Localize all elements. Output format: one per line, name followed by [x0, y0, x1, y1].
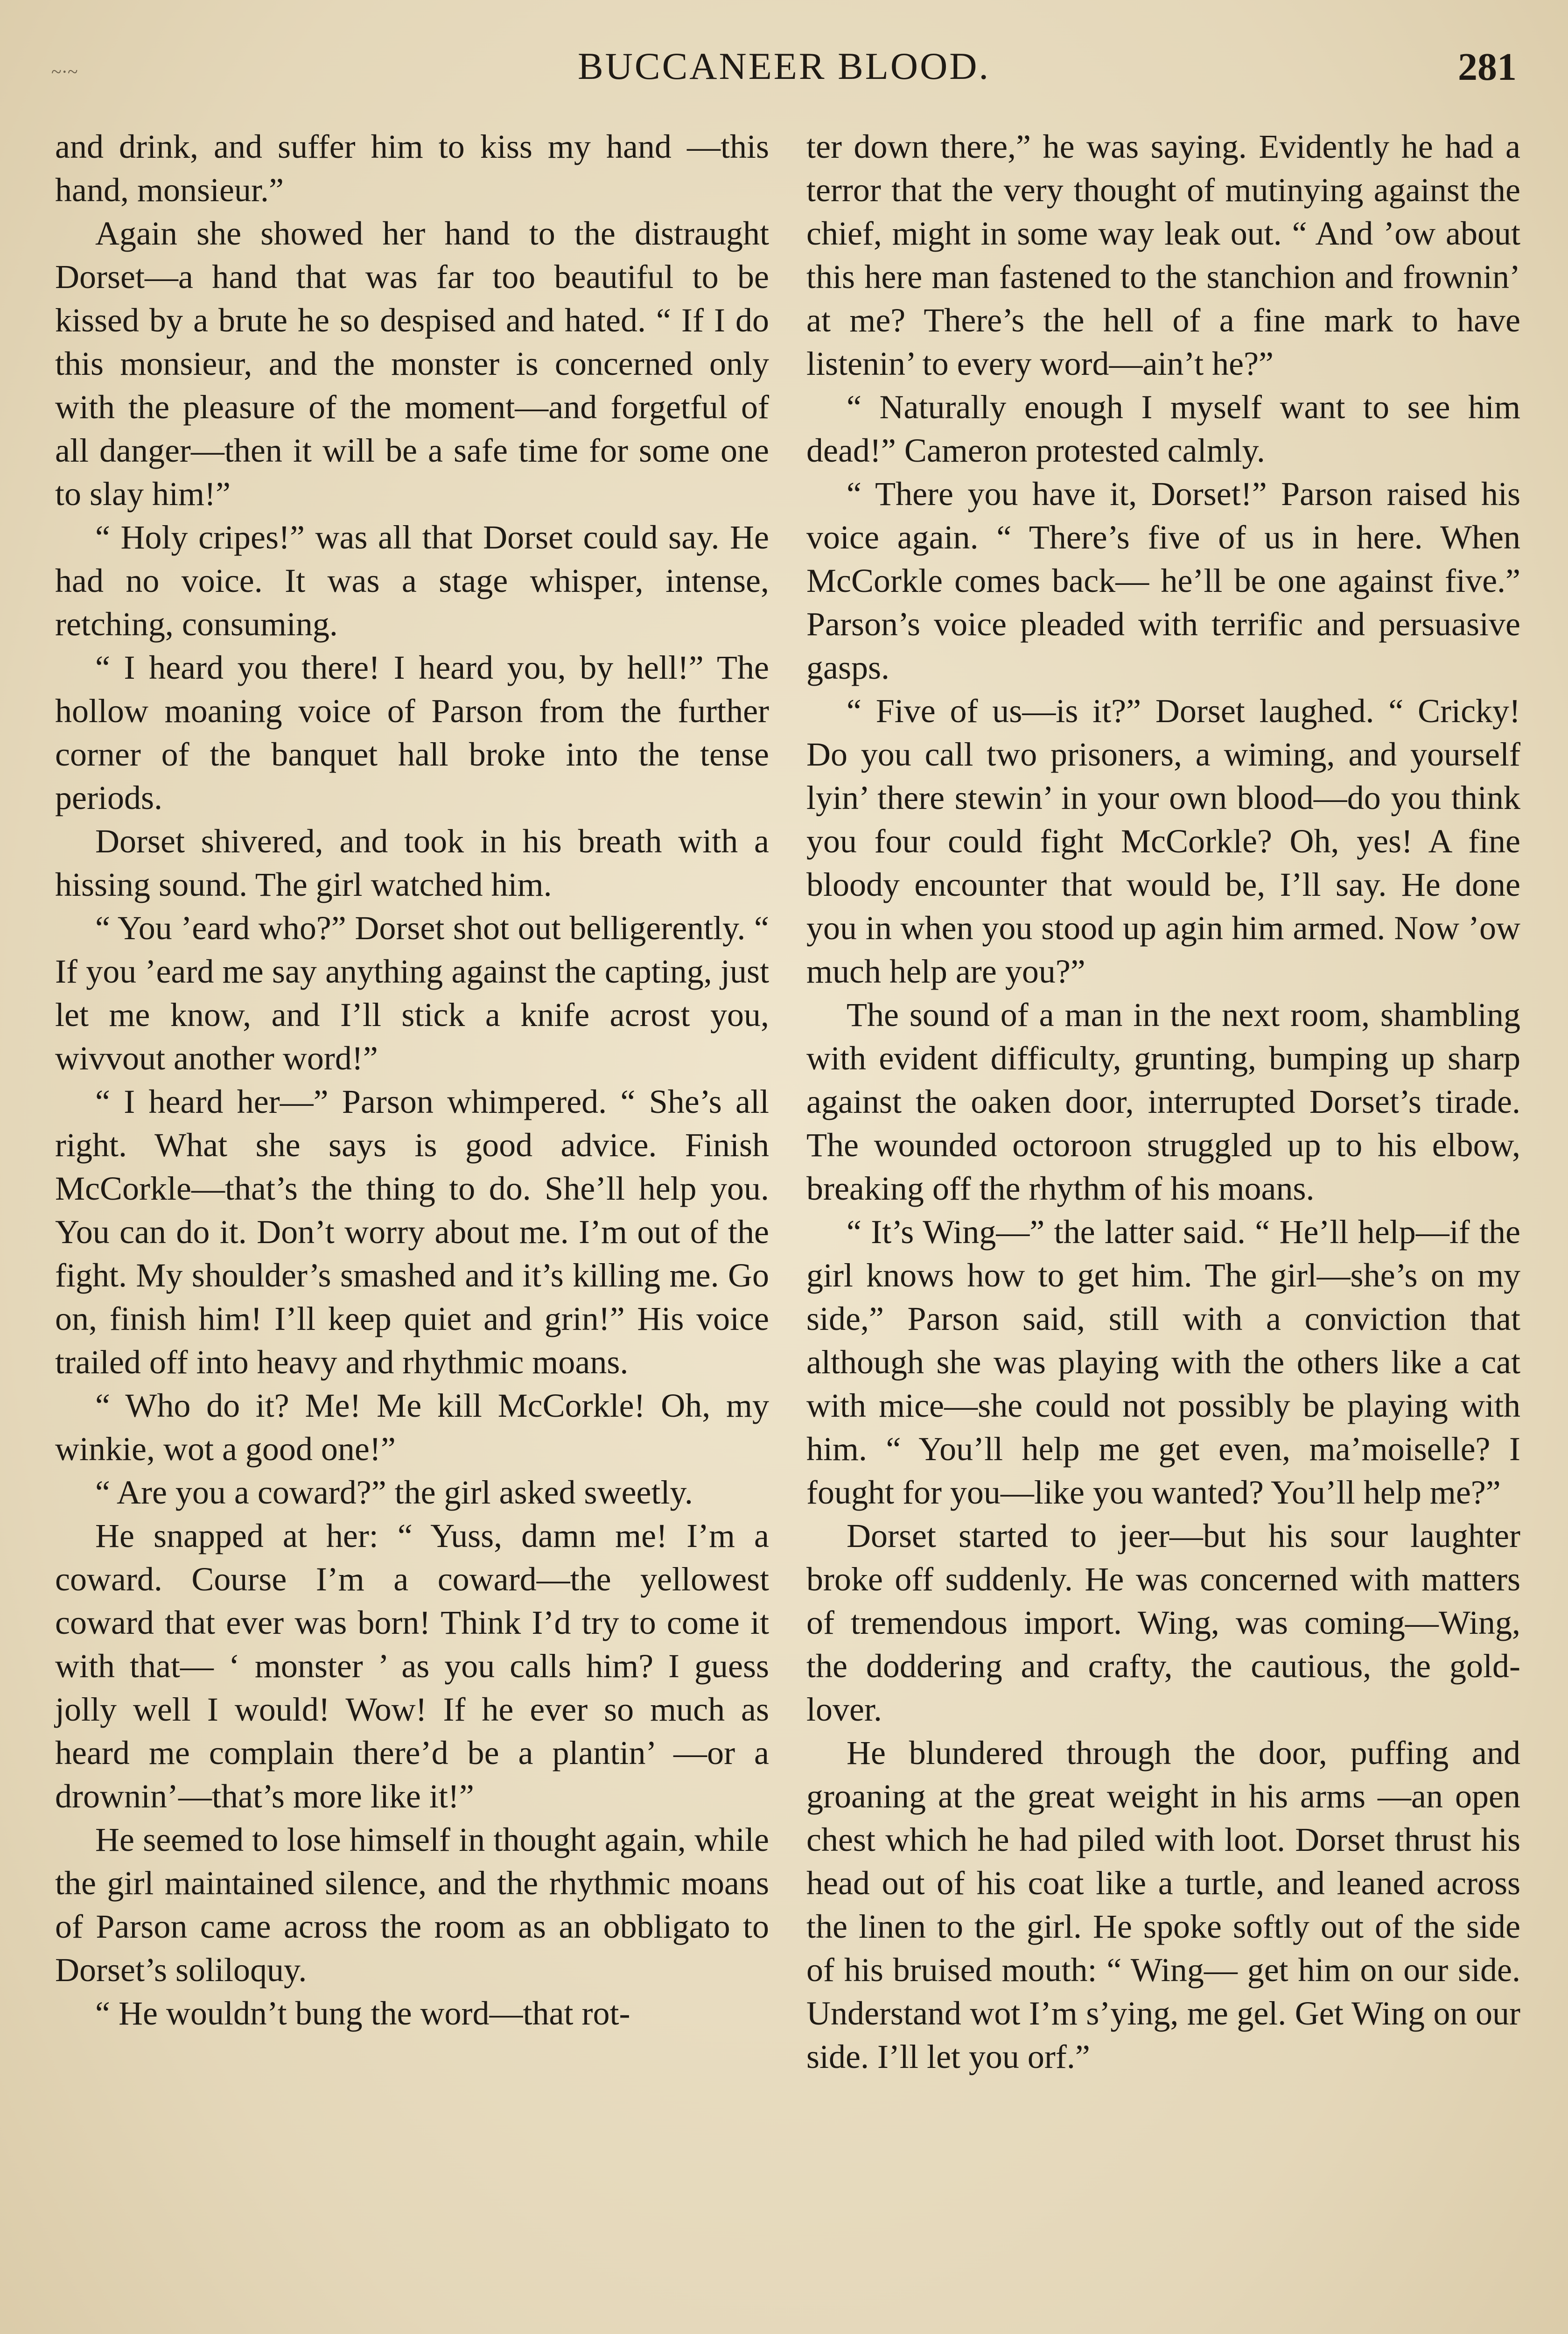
story-paragraph: “ Holy cripes!” was all that Dorset could say. He had no voice. It was a stage whisper, intense, retching, consuming. [55, 519, 769, 643]
story-paragraph: “ It’s Wing—” the latter said. “ He’ll help—if the girl knows how to get him. The girl—she’s on my side,” Parson said, still with a conviction that although she was playing with the others like a cat with mice—she could not possibly be playing with him. “ You’ll help me get even, ma’moiselle? I fought for you—like you wanted? You’ll help me?” [806, 1213, 1520, 1511]
story-paragraph: Dorset shivered, and took in his breath with a hissing sound. The girl watched him. [55, 823, 769, 903]
story-paragraph: He snapped at her: “ Yuss, damn me! I’m a coward. Course I’m a coward—the yellowest coward that ever was born! Think I’d try to come it with that— ‘ monster ’ as you calls him? I guess jolly well I would! Wow! If he ever so much as heard me complain there’d be a plantin’ —or a drownin’—that’s more like it!” [55, 1517, 769, 1815]
story-paragraph: “ Are you a coward?” the girl asked sweetly. [95, 1474, 693, 1511]
right-text-column [806, 125, 1520, 2079]
story-paragraph: “ Naturally enough I myself want to see him dead!” Cameron protested calmly. [806, 388, 1520, 469]
corner-ornament: ~·~ [51, 61, 78, 82]
story-paragraph: He blundered through the door, puffing and groaning at the great weight in his arms —an open chest which he had piled with loot. Dorset thrust his head out of his coat like a turtle, and leaned across the linen to the girl. He spoke softly out of the side of his bruised mouth: “ Wing— get him on our side. Understand wot I’m s’ying, me gel. Get Wing on our side. I’ll let you orf.” [806, 1734, 1520, 2075]
story-paragraph: Again she showed her hand to the distraught Dorset—a hand that was far too beautiful to be kissed by a brute he so despised and hated. “ If I do this monsieur, and the monster is concerned only with the pleasure of the moment—and forgetful of all danger—then it will be a safe time for some one to slay him!” [55, 215, 769, 513]
story-paragraph: “ I heard you there! I heard you, by hell!” The hollow moaning voice of Parson from the further corner of the banquet hall broke into the tense periods. [55, 649, 769, 816]
story-paragraph: “ Who do it? Me! Me kill McCorkle! Oh, my winkie, wot a good one!” [55, 1387, 769, 1468]
story-paragraph: and drink, and suffer him to kiss my hand —this hand, monsieur.” [55, 128, 769, 209]
story-paragraph: The sound of a man in the next room, shambling with evident difficulty, grunting, bumping up sharp against the oaken door, interrupted Dorset’s tirade. The wounded octoroon struggled up to his elbow, breaking off the rhythm of his moans. [806, 996, 1520, 1207]
story-paragraph: ter down there,” he was saying. Evidently he had a terror that the very thought of mutinying against the chief, might in some way leak out. “ And ’ow about this here man fastened to the stanchion and frownin’ at me? There’s the hell of a fine mark to have listenin’ to every word—ain’t he?” [806, 128, 1520, 382]
page-number: 281 [1458, 45, 1517, 89]
running-head-title: BUCCANEER BLOOD. [577, 45, 991, 87]
story-paragraph: “ Five of us—is it?” Dorset laughed. “ Cricky! Do you call two prisoners, a wiming, and yourself lyin’ there stewin’ in your own blood—do you think you four could fight McCorkle? Oh, yes! A fine bloody encounter that would be, I’ll say. He done you in when you stood up agin him armed. Now ’ow much help are you?” [806, 692, 1520, 990]
story-paragraph: “ I heard her—” Parson whimpered. “ She’s all right. What she says is good advice. Finish McCorkle—that’s the thing to do. She’ll help you. You can do it. Don’t worry about me. I’m out of the fight. My shoulder’s smashed and it’s killing me. Go on, finish him! I’ll keep quiet and grin!” His voice trailed off into heavy and rhythmic moans. [55, 1083, 769, 1381]
story-paragraph: “ He wouldn’t bung the word—that rot- [95, 1995, 630, 2032]
story-paragraph: Dorset started to jeer—but his sour laughter broke off suddenly. He was concerned with matters of tremendous import. Wing, was coming—Wing, the doddering and crafty, the cautious, the gold-lover. [806, 1517, 1520, 1728]
left-text-column [55, 125, 769, 2035]
story-paragraph: “ There you have it, Dorset!” Parson raised his voice again. “ There’s five of us in here. When McCorkle comes back— he’ll be one against five.” Parson’s voice pleaded with terrific and persuasive gasps. [806, 475, 1520, 686]
story-paragraph: “ You ’eard who?” Dorset shot out belligerently. “ If you ’eard me say anything against the capting, just let me know, and I’ll stick a knife acrost you, wivvout another word!” [55, 909, 769, 1077]
story-paragraph: He seemed to lose himself in thought again, while the girl maintained silence, and the rhythmic moans of Parson came across the room as an obbligato to Dorset’s soliloquy. [55, 1821, 769, 1989]
